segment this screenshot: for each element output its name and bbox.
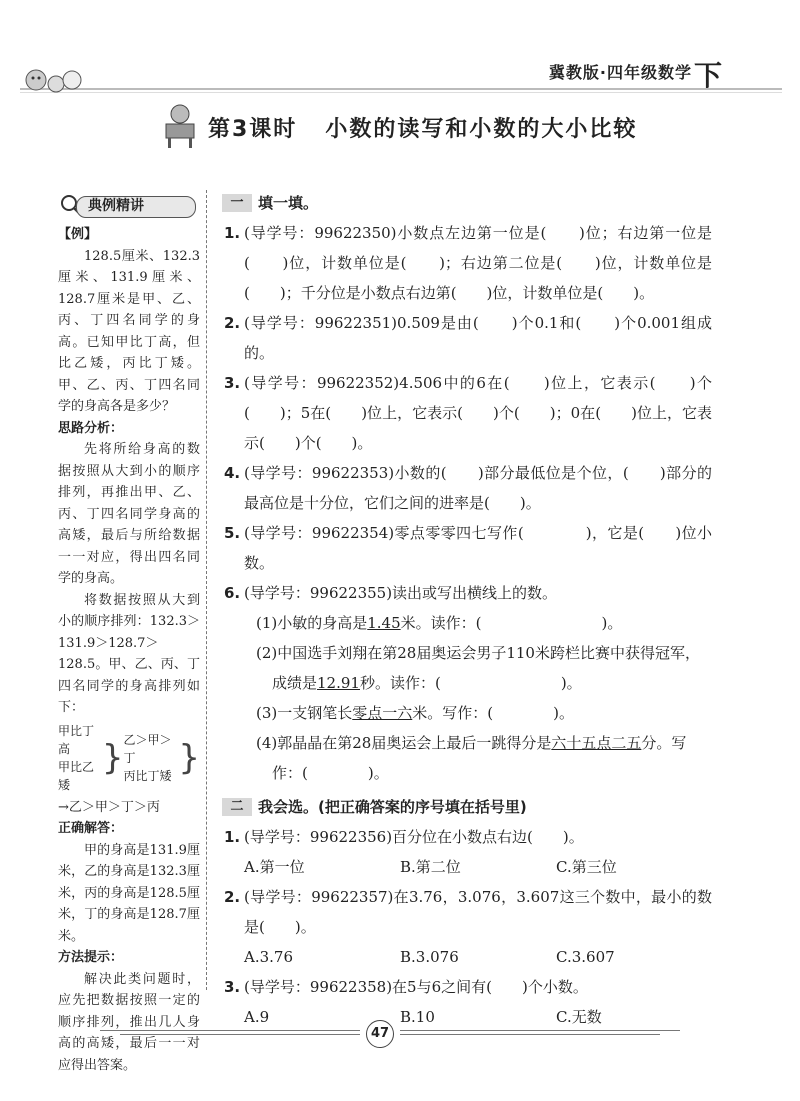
example-label: 【例】 — [58, 227, 98, 242]
underlined-number: 六十五点二五 — [551, 734, 642, 752]
question-text: (导学号：99622354)零点零零四七写作( )，它是( )位小数。 — [244, 524, 712, 572]
sub-question-2: (2)中国选手刘翔在第28届奥运会男子110米跨栏比赛中获得冠军，成绩是12.91秒。读作：( )。 — [256, 644, 700, 692]
question-text: (导学号：99622352)4.506中的6在( )位上，它表示( )个( )；5在( )位上，它表示( )个( )；0在( )位上，它表示( )个( )。 — [244, 374, 712, 452]
lesson-number: 第3课时 — [208, 117, 298, 142]
option-c: C.无数 — [556, 1008, 602, 1026]
option-b: B.第二位 — [400, 858, 461, 876]
option-a: A.第一位 — [244, 858, 305, 876]
question-text: (导学号：99622357)在3.76，3.076，3.607这三个数中，最小的数是( )。 — [244, 888, 712, 936]
question-text: (导学号：99622351)0.509是由( )个0.1和( )个0.001组成的。 — [244, 314, 712, 362]
question-number: 4. — [224, 464, 241, 482]
lesson-title — [208, 112, 637, 143]
footer-rule — [60, 1020, 740, 1048]
question-number: 1. — [224, 224, 241, 242]
options-2-1 — [222, 852, 712, 882]
section-1-title: 填一填。 — [258, 194, 319, 212]
brace-icon: } — [101, 737, 124, 778]
question-2-2 — [222, 882, 712, 942]
question-1-3 — [222, 368, 712, 458]
option-b: B.3.076 — [400, 948, 459, 966]
option-c: C.3.607 — [556, 948, 615, 966]
section-2-title: 我会选。(把正确答案的序号填在括号里) — [258, 798, 527, 816]
sub-question-3: (3)一支钢笔长零点一六米。写作：( )。 — [256, 704, 574, 722]
option-a: A.9 — [244, 1008, 270, 1026]
options-2-2 — [222, 942, 712, 972]
analysis-label: 思路分析： — [58, 420, 124, 436]
question-text: (导学号：99622350)小数点左边第一位是( )位；右边第一位是( )位，计数单位是( )；右边第二位是( )位，计数单位是( )；千分位是小数点右边第( )位，计数单位是( )。 — [244, 224, 712, 302]
edition-label — [549, 60, 692, 83]
question-number: 3. — [224, 374, 241, 392]
compare-middle: 乙＞甲＞丁 — [123, 732, 172, 765]
mascot-icon — [22, 58, 84, 100]
compare-left-2: 甲比乙矮 — [58, 759, 95, 792]
page-number: 47 — [366, 1020, 394, 1048]
section-1-number: 一 — [222, 194, 252, 212]
sub-question-4: (4)郭晶晶在第28届奥运会上最后一跳得分是六十五点二五分。写作：( )。 — [256, 734, 687, 782]
answer-text: 甲的身高是131.9厘米，乙的身高是132.3厘米，丙的身高是128.5厘米，丁的身高是128.7厘米。 — [58, 842, 200, 944]
compare-left-1: 甲比丁高 — [58, 723, 95, 756]
section-1-header — [222, 188, 712, 218]
analysis-paragraph-1: 先将所给身高的数据按照从大到小的顺序排列，再推出甲、乙、丙、丁四名同学身高的高矮，最后与所给数据一一对应，得出四名同学的身高。 — [58, 442, 200, 586]
edition: 冀教版· — [548, 63, 607, 82]
answer-label: 正确解答： — [58, 821, 124, 836]
question-text: (导学号：99622353)小数的( )部分最低位是个位，( )部分的最高位是十分位，它们之间的进率是( )。 — [244, 464, 712, 512]
question-number: 3. — [224, 978, 241, 996]
grade-title: 四年级数学 — [606, 63, 692, 82]
question-number: 5. — [224, 524, 241, 542]
question-text: (导学号：99622358)在5与6之间有( )个小数。 — [244, 978, 588, 996]
question-number: 2. — [224, 888, 241, 906]
underlined-number: 12.91 — [317, 674, 360, 692]
underlined-number: 1.45 — [367, 614, 401, 632]
exercise-area — [222, 186, 712, 1032]
section-2-number: 二 — [222, 798, 252, 816]
question-number: 6. — [224, 584, 241, 602]
result-line: →乙＞甲＞丁＞丙 — [58, 799, 160, 815]
tip-text: 解决此类问题时，应先把数据按照一定的顺序排列，推出几人身高的高矮，最后一一对应得出答案。 — [58, 971, 200, 1073]
question-1-1 — [222, 218, 712, 308]
question-number: 2. — [224, 314, 241, 332]
question-2-1 — [222, 822, 712, 852]
banner-title: 典例精讲 — [88, 198, 144, 214]
question-1-2 — [222, 308, 712, 368]
compare-right: 丙比丁矮 — [123, 768, 172, 783]
example-text: 128.5厘米、132.3厘米、131.9厘米、128.7厘米是甲、乙、丙、丁四名同学的身高。已知甲比丁高，但比乙矮，丙比丁矮。甲、乙、丙、丁四名同学的身高各是多少？ — [58, 248, 200, 414]
student-desk-icon — [160, 102, 200, 150]
lesson-topic: 小数的读写和小数的大小比较 — [325, 117, 638, 142]
sidebar-example — [58, 192, 200, 1076]
question-1-6 — [222, 578, 712, 608]
section-2-header — [222, 792, 712, 822]
question-number: 1. — [224, 828, 241, 846]
brace-icon: } — [178, 737, 200, 778]
question-text: (导学号：99622355)读出或写出横线上的数。 — [244, 584, 558, 602]
sub-question-1: (1)小敏的身高是1.45米。读作：( )。 — [256, 614, 623, 632]
volume-mark: 下 — [693, 59, 722, 92]
sidebar-banner — [58, 192, 200, 220]
option-a: A.3.76 — [244, 948, 293, 966]
question-1-5 — [222, 518, 712, 578]
question-2-3 — [222, 972, 712, 1002]
tip-label: 方法提示： — [58, 950, 124, 965]
option-c: C.第三位 — [556, 858, 617, 876]
analysis-paragraph-2: 将数据按照从大到小的顺序排列：132.3＞131.9＞128.7＞128.5。甲、乙、丙、丁四名同学的身高排列如下： — [58, 592, 200, 715]
underlined-number: 零点一六 — [352, 704, 413, 722]
comparison-diagram — [58, 722, 200, 794]
sidebar-divider — [206, 190, 207, 990]
question-text: (导学号：99622356)百分位在小数点右边( )。 — [244, 828, 584, 846]
option-b: B.10 — [400, 1008, 435, 1026]
question-1-4 — [222, 458, 712, 518]
